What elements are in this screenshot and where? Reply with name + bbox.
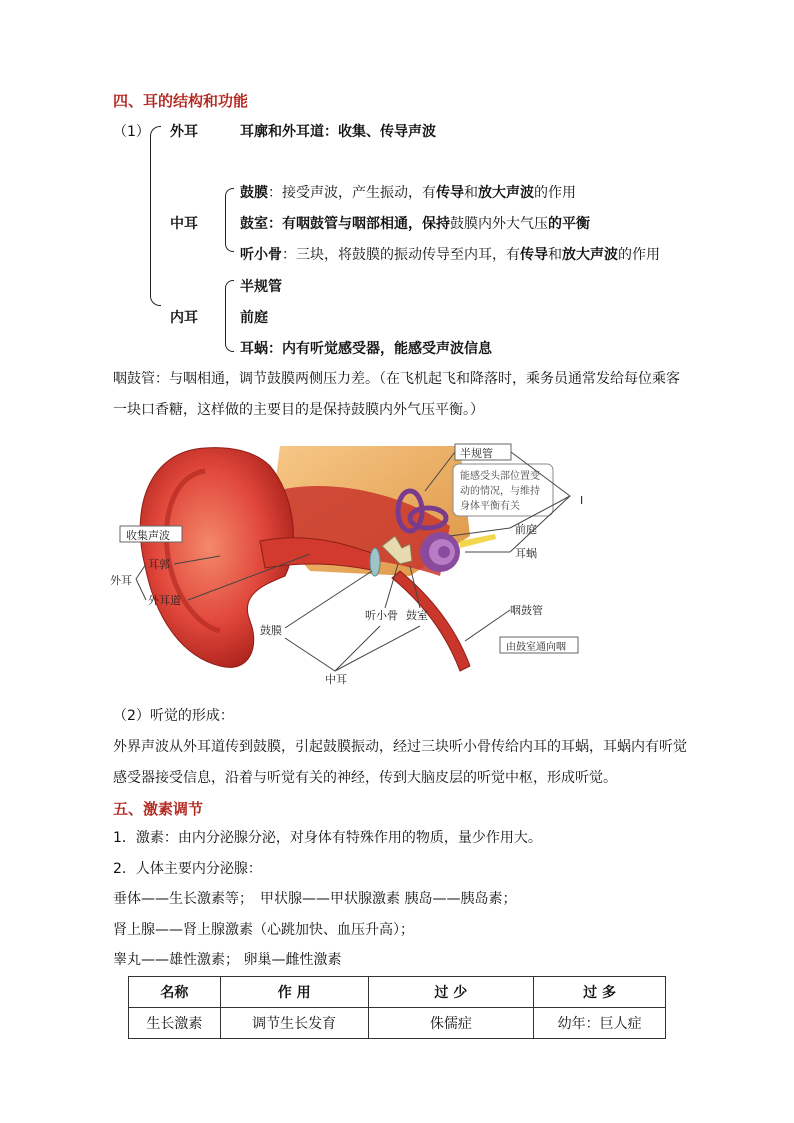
label-ear-canal: 外耳道 bbox=[148, 594, 181, 607]
label-eustachian: 咽鼓管 bbox=[510, 604, 543, 617]
item-number: （1） bbox=[113, 124, 150, 140]
hormone-table bbox=[128, 976, 666, 1039]
cochlea-shape bbox=[420, 532, 460, 572]
label-cochlea: 耳蜗 bbox=[515, 547, 537, 560]
main-brace bbox=[150, 126, 161, 306]
section5-title: 五、激素调节 bbox=[113, 800, 204, 818]
table-header: 过 多 bbox=[534, 977, 666, 1008]
label-note-3: 身体平衡有关 bbox=[460, 501, 520, 512]
label-middle-ear: 中耳 bbox=[325, 673, 347, 686]
eardrum-line: 鼓膜：接受声波，产生振动，有传导和放大声波的作用 bbox=[240, 185, 576, 201]
label-tympanic-cavity: 鼓室 bbox=[406, 609, 428, 622]
outer-ear-label: 外耳 bbox=[170, 124, 198, 140]
gland-line-2: 肾上腺——肾上腺激素（心跳加快、血压升高）； bbox=[113, 922, 414, 938]
inner-item-cochlea: 耳蜗：内有听觉感受器，能感受声波信息 bbox=[240, 341, 492, 357]
table-cell: 侏儒症 bbox=[368, 1008, 534, 1039]
middle-brace bbox=[225, 188, 234, 252]
label-note-2: 动的情况，与维持 bbox=[460, 486, 540, 497]
table-row bbox=[129, 1008, 666, 1039]
label-i: I bbox=[580, 494, 584, 507]
gland-line-1: 垂体——生长激素等； 甲状腺——甲状腺激素 胰岛——胰岛素； bbox=[113, 891, 517, 907]
label-vestibule: 前庭 bbox=[515, 523, 537, 536]
label-eardrum: 鼓膜 bbox=[260, 624, 282, 637]
hormone-definition: 1．激素：由内分泌腺分泌，对身体有特殊作用的物质，量少作用大。 bbox=[113, 830, 542, 846]
label-outer-ear: 外耳 bbox=[110, 574, 132, 587]
tympanic-cavity-line: 鼓室：有咽鼓管与咽部相通，保持鼓膜内外大气压的平衡 bbox=[240, 216, 590, 232]
label-ossicle: 听小骨 bbox=[365, 609, 398, 622]
table-cell: 幼年：巨人症 bbox=[534, 1008, 666, 1039]
eustachian-text-2: 一块口香糖，这样做的主要目的是保持鼓膜内外气压平衡。） bbox=[113, 402, 484, 418]
table-header: 作 用 bbox=[220, 977, 368, 1008]
label-pinna: 耳郭 bbox=[148, 558, 170, 571]
outer-ear-desc: 耳廓和外耳道：收集、传导声波 bbox=[240, 124, 436, 140]
table-header: 过 少 bbox=[368, 977, 534, 1008]
ear-diagram bbox=[110, 436, 600, 688]
table-cell: 生长激素 bbox=[129, 1008, 221, 1039]
inner-ear-label: 内耳 bbox=[170, 310, 198, 326]
hearing-title: （2）听觉的形成： bbox=[113, 708, 234, 724]
hearing-text-2: 感受器接受信息，沿着与听觉有关的神经，传到大脑皮层的听觉中枢，形成听觉。 bbox=[113, 770, 617, 786]
middle-ear-label: 中耳 bbox=[170, 216, 198, 232]
hearing-text-1: 外界声波从外耳道传到鼓膜，引起鼓膜振动，经过三块听小骨传给内耳的耳蜗，耳蜗内有听觉 bbox=[113, 739, 687, 755]
table-header: 名称 bbox=[129, 977, 221, 1008]
label-semicircular: 半规管 bbox=[460, 447, 493, 460]
table-cell: 调节生长发育 bbox=[220, 1008, 368, 1039]
inner-item-vestibule: 前庭 bbox=[240, 310, 268, 326]
endocrine-heading: 2．人体主要内分泌腺： bbox=[113, 861, 262, 877]
table-header-row bbox=[129, 977, 666, 1008]
inner-item-semicircular: 半规管 bbox=[240, 279, 282, 295]
label-note-1: 能感受头部位置变 bbox=[460, 471, 540, 482]
eustachian-tube-shape bbox=[392, 571, 470, 671]
inner-brace bbox=[225, 280, 234, 352]
eustachian-text-1: 咽鼓管：与咽相通，调节鼓膜两侧压力差。（在飞机起飞和降落时，乘务员通常发给每位乘客 bbox=[113, 371, 680, 387]
section4-title: 四、耳的结构和功能 bbox=[113, 92, 249, 110]
label-collect-sound: 收集声波 bbox=[126, 529, 170, 542]
ossicle-line: 听小骨：三块，将鼓膜的振动传导至内耳，有传导和放大声波的作用 bbox=[240, 247, 660, 263]
gland-line-3: 睾丸——雄性激素； 卵巢—雌性激素 bbox=[113, 952, 342, 968]
label-connect: 由鼓室通向咽 bbox=[506, 642, 566, 653]
